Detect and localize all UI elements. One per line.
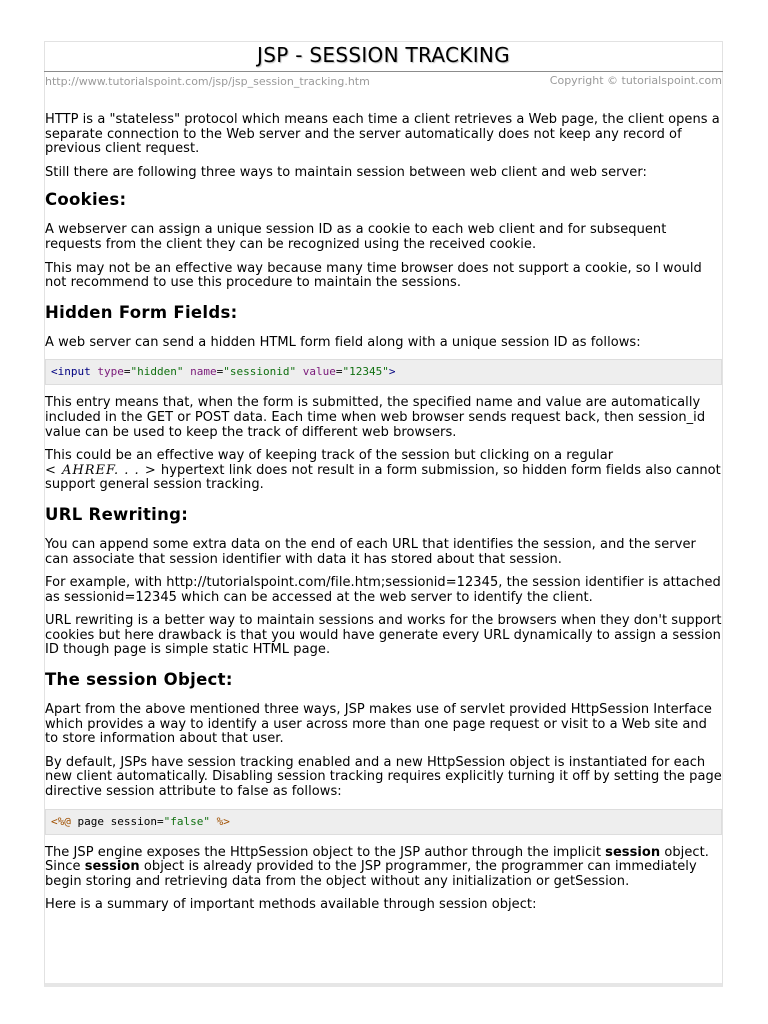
code-eq: = [216, 365, 224, 379]
ahref-math-expression: < AHREF. . . > [45, 462, 157, 478]
page-directive-code-block [45, 809, 722, 835]
hidden-input-code-block [45, 359, 722, 385]
intro-paragraph-2: Still there are following three ways to maintain session between web client and web server: [45, 164, 647, 180]
header-divider [44, 71, 723, 72]
paragraph-text: This could be an effective way of keeping track of the session but clicking on a regular [45, 448, 614, 464]
code-eq: = [335, 365, 343, 379]
paragraph-text: hypertext link does not result in a form submission, so hidden form fields also cannot support general session tracking. [45, 462, 721, 493]
session-object-paragraph-4: Here is a summary of important methods available through session object: [45, 897, 537, 913]
hidden-fields-heading: Hidden Form Fields: [45, 302, 238, 322]
cookies-paragraph-2: This may not be an effective way because many time browser does not support a cookie, so I would not recommend to use this procedure to maintain the sessions. [45, 260, 702, 291]
paragraph-text: The JSP engine exposes the HttpSession object to the JSP author through the implicit [45, 844, 601, 860]
code-val-name: "sessionid" [223, 365, 297, 379]
cookies-heading: Cookies: [45, 190, 127, 210]
code-attr-value: value [302, 365, 336, 379]
intro-paragraph-1: HTTP is a "stateless" protocol which means each time a client retrieves a Web page, the client opens a separate connection to the Web server and the server automatically does not keep any record of previous client request. [45, 112, 720, 157]
code-attr-type: type [97, 365, 124, 379]
url-rewriting-heading: URL Rewriting: [45, 504, 189, 524]
paragraph-text: object. Since [45, 844, 709, 875]
session-object-paragraph-1: Apart from the above mentioned three ways, JSP makes use of servlet provided HttpSession Interface which provides a way to identify a user across more than one page request or visit to a Web site and to store information about that user. [45, 702, 712, 747]
code-directive-close: %> [216, 814, 230, 828]
code-eq: = [156, 814, 164, 828]
url-rewriting-paragraph-2: For example, with http://tutorialspoint.com/file.htm;sessionid=12345, the session identifier is attached as sessionid=12345 which can be accessed at the web server to identify the client. [45, 575, 721, 605]
session-keyword: session [84, 859, 140, 875]
session-object-paragraph-2: By default, JSPs have session tracking enabled and a new HttpSession object is instantiated for each new client automatically. Disabling session tracking requires explicitly turning it off by setting the page directive session attribute to false as follows: [45, 754, 722, 800]
url-rewriting-paragraph-1: You can append some extra data on the end of each URL that identifies the session, and the server can associate that session identifier with data it has stored about that session. [45, 536, 696, 567]
source-url[interactable]: http://www.tutorialspoint.com/jsp/jsp_session_tracking.htm [45, 75, 370, 88]
code-val-type: "hidden" [130, 365, 184, 379]
hidden-fields-paragraph-2: This entry means that, when the form is submitted, the specified name and value are automatically included in the GET or POST data. Each time when web browser sends request back, then session_id value can be used to keep the track of different web browsers. [45, 395, 706, 440]
article-body [45, 113, 722, 922]
cookies-paragraph-1: A webserver can assign a unique session ID as a cookie to each web client and for subsequent requests from the client they can be recognized using the received cookie. [45, 222, 667, 252]
session-keyword: session [605, 844, 661, 860]
document-page [44, 41, 723, 987]
copyright-notice: Copyright © tutorialspoint.com [549, 74, 722, 87]
code-eq: = [123, 365, 131, 379]
hidden-fields-paragraph-1: A web server can send a hidden HTML form field along with a unique session ID as follows: [45, 334, 641, 350]
session-object-heading: The session Object: [45, 670, 233, 690]
page-title: JSP - SESSION TRACKING [257, 43, 510, 67]
paragraph-text: object is already provided to the JSP programmer, the programmer can immediately begin storing and retrieving data from the object without any initialization or getSession. [45, 859, 697, 889]
code-val-value: "12345" [342, 365, 389, 379]
session-object-paragraph-3 [45, 846, 722, 890]
code-val-false: "false" [163, 814, 210, 828]
code-directive-text: page session [77, 814, 157, 828]
code-attr-name: name [190, 365, 217, 379]
url-rewriting-paragraph-3: URL rewriting is a better way to maintain sessions and works for the browsers when they don't support cookies but here drawback is that you would have generate every URL dynamically to assign a session ID though page is simple static HTML page. [45, 613, 722, 658]
hidden-fields-paragraph-3 [45, 449, 722, 493]
code-tag-close: > [388, 365, 396, 379]
code-directive-open: <%@ [51, 814, 71, 828]
code-tag-open: <input [51, 365, 91, 379]
